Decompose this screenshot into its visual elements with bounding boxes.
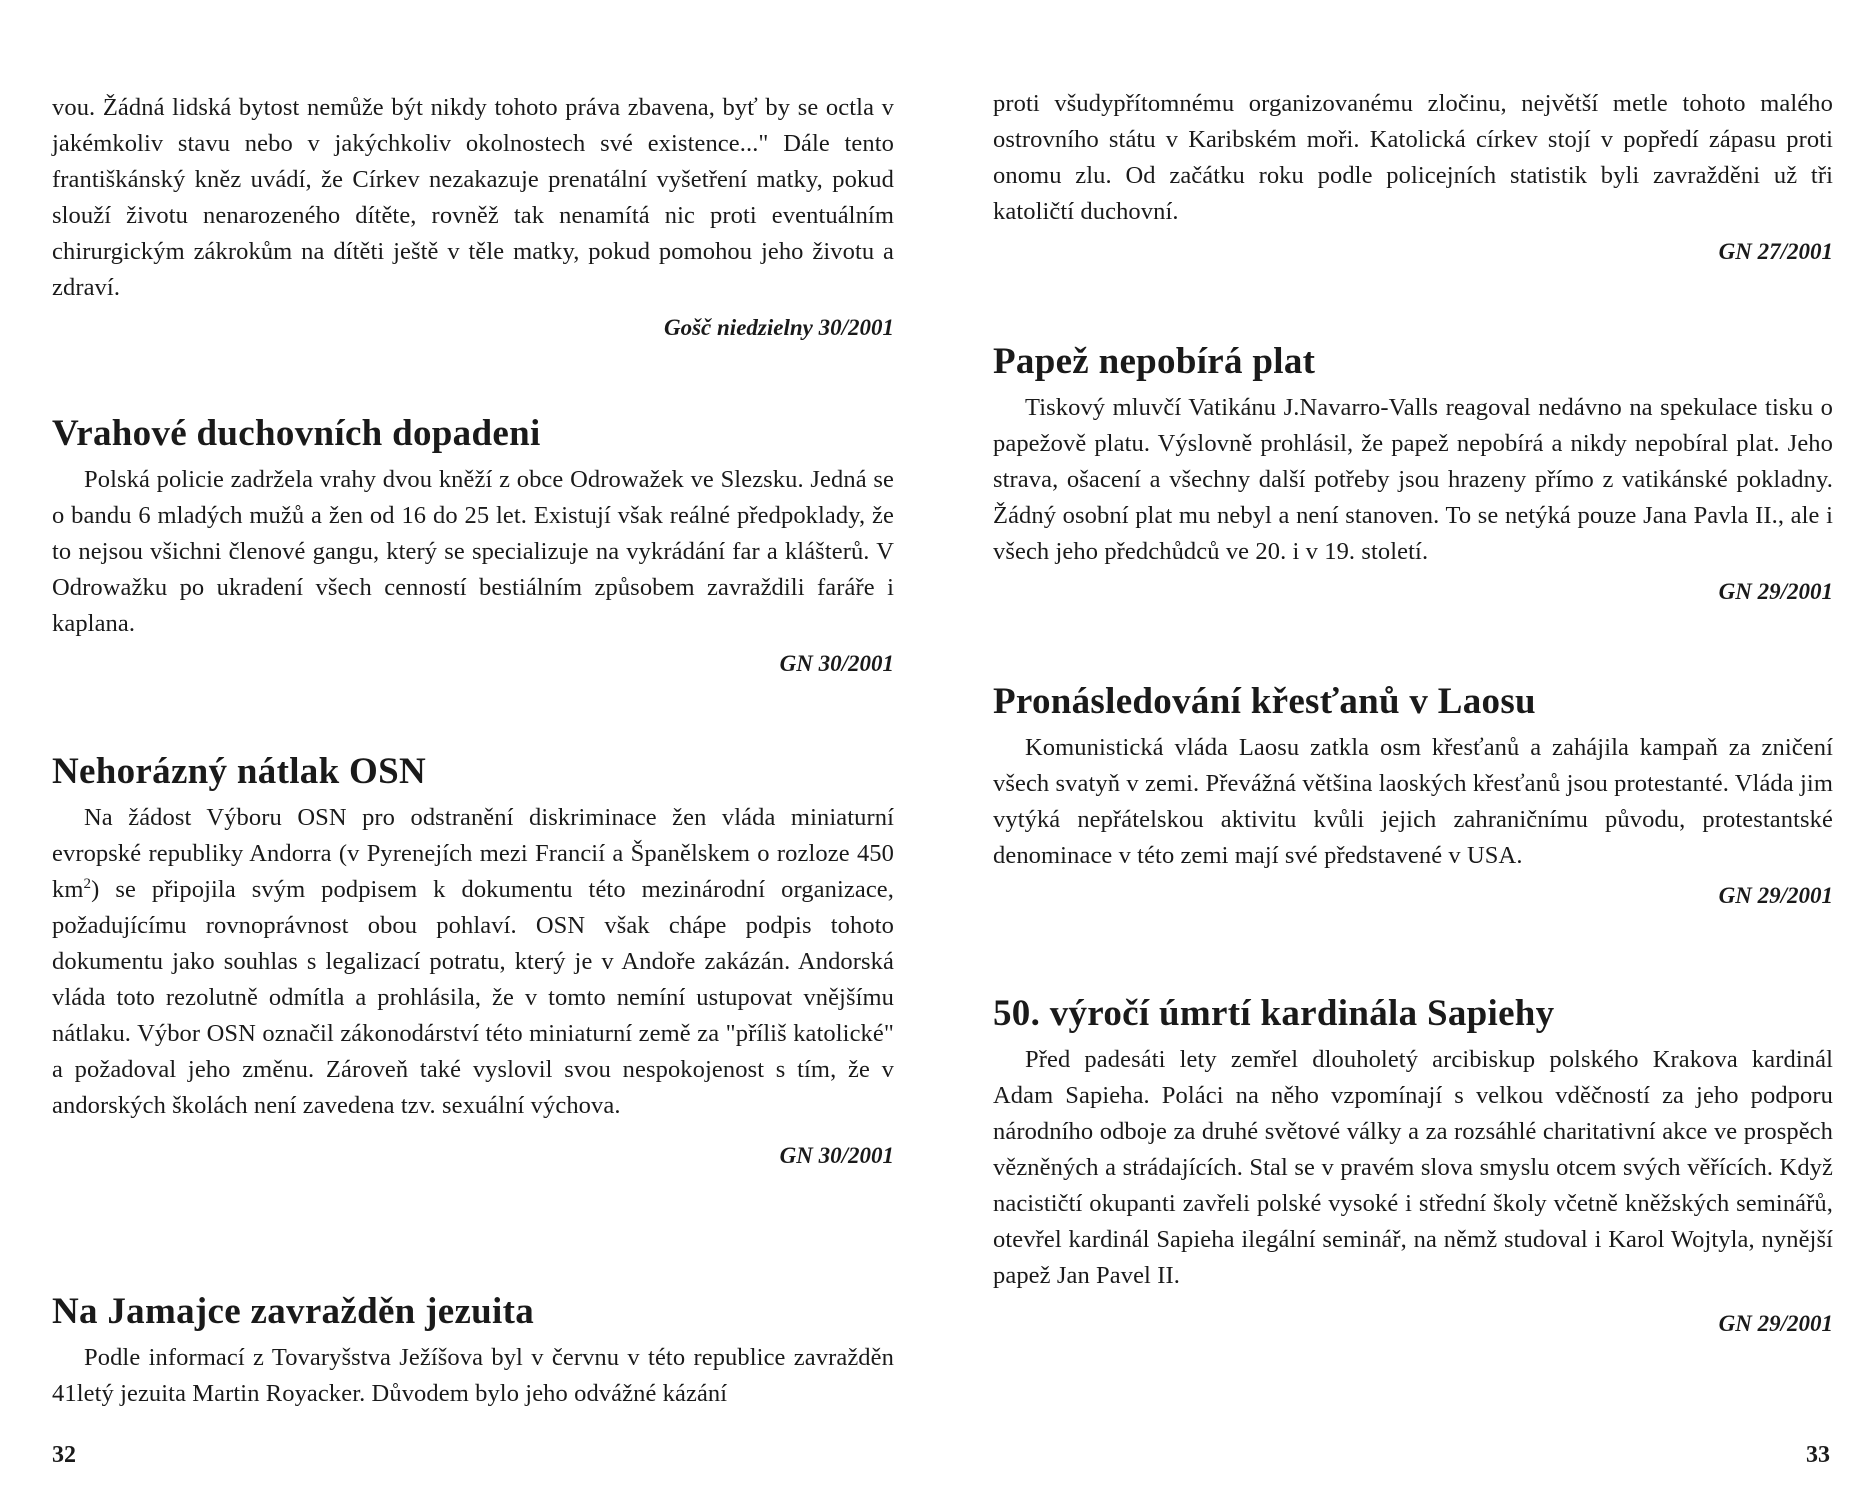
page-number-right: 33 (1806, 1442, 1830, 1468)
left-intro-text: vou. Žádná lidská bytost nemůže být nikdy tohoto práva zbavena, byť by se octla v jakémkoliv stavu nebo v jakýchkoliv okolnostech své existence..." Dále tento františkánský kněz uvádí, že Církev nezakazuje prenatální vyšetření matky, pokud slouží životu nenarozeného dítěte, rovněž tak nenamítá nic proti eventuálním chirurgickým zákrokům na dítěti ještě v těle matky, pokud pomohou jeho životu a zdraví. (52, 94, 894, 301)
right-intro-text: proti všudypřítomnému organizovanému zločinu, největší metle tohoto malého ostrovního státu v Karibském moři. Katolická církev stojí v popředí zápasu proti onomu zlu. Od začátku roku podle policejních statistik byli zavražděni už tři katoličtí duchovní. (993, 90, 1833, 225)
article-title: 50. výročí úmrtí kardinála Sapiehy (993, 993, 1555, 1034)
article-text: Polská policie zadržela vrahy dvou kněží z obce Odrowažek ve Slezsku. Jedná se o bandu 6 mladých mužů a žen od 16 do 25 let. Existují však reálné předpoklady, že to nejsou všichni členové gangu, který se specializuje na vykrádání far a klášterů. V Odrowažku po ukradení všech cenností bestiálním způsobem zavraždili faráře i kaplana. (52, 466, 894, 637)
article-text-part-2: ) se připojila svým podpisem k dokumentu této mezinárodní organizace, požadujícímu rovnoprávnost obou pohlaví. OSN však chápe podpis tohoto dokumentu jako souhlas s legalizací potratu, který je v Andoře zakázán. Andorská vláda toto rezolutně odmítla a prohlásila, že v tomto nemíní ustupovat vnějšímu nátlaku. Výbor OSN označil zákonodárství této miniaturní země za "příliš katolické" a požadoval jeho změnu. Zároveň také vyslovil svou nespokojenost s tím, že v andorských školách není zavedena tzv. sexuální výchova. (52, 876, 894, 1119)
article-source: GN 29/2001 (1718, 883, 1833, 908)
article-title: Pronásledování křesťanů v Laosu (993, 681, 1536, 722)
right-article-2 (993, 680, 1833, 914)
article-title: Nehorázný nátlak OSN (52, 751, 426, 792)
article-source: GN 29/2001 (1718, 579, 1833, 604)
right-article-1 (993, 340, 1833, 610)
article-text: Před padesáti lety zemřel dlouholetý arcibiskup polského Krakova kardinál Adam Sapieha. Poláci na něho vzpomínají s velkou vděčností za jeho podporu národního odboje za druhé světové války a za rozsáhlé charitativní akce ve prospěch vězněných a strádajících. Stal se v pravém slova smyslu otcem svých věřících. Když nacističtí okupanti zavřeli polské vysoké i střední školy včetně kněžských seminářů, otevřel kardinál Sapieha ilegální seminář, na němž studoval i Karol Wojtyla, nynější papež Jan Pavel II. (993, 1046, 1833, 1289)
article-source: GN 30/2001 (779, 651, 894, 676)
article-text (52, 800, 894, 1124)
article-title: Vrahové duchovních dopadeni (52, 413, 541, 454)
page-number-left: 32 (52, 1442, 76, 1468)
right-intro-source: GN 27/2001 (1718, 239, 1833, 264)
left-page (52, 0, 894, 1500)
left-article-3 (52, 1290, 894, 1412)
right-intro (993, 86, 1833, 270)
right-page (993, 0, 1833, 1500)
left-article-1 (52, 412, 894, 682)
article-source: GN 30/2001 (779, 1143, 894, 1168)
article-text-part-1: Na žádost Výboru OSN pro odstranění diskriminace žen vláda miniaturní evropské republiky Andorra (v Pyrenejích mezi Francií a Španělskem o rozloze 450 km (52, 804, 894, 903)
article-title: Na Jamajce zavražděn jezuita (52, 1291, 535, 1332)
right-article-3 (993, 992, 1833, 1342)
superscript: 2 (83, 875, 92, 892)
article-source: GN 29/2001 (1718, 1311, 1833, 1336)
left-article-2 (52, 750, 894, 1174)
article-text: Podle informací z Tovaryšstva Ježíšova byl v červnu v této republice zavražděn 41letý jezuita Martin Royacker. Důvodem bylo jeho odvážné kázání (52, 1344, 894, 1407)
article-text: Komunistická vláda Laosu zatkla osm křesťanů a zahájila kampaň za zničení všech svatyň v zemi. Převážná většina laoských křesťanů jsou protestanté. Vláda jim vytýká nepřátelskou aktivitu kvůli jejich zahraničnímu původu, protestantské denominace v této zemi mají své představené v USA. (993, 734, 1833, 869)
article-title: Papež nepobírá plat (993, 341, 1316, 382)
article-text: Tiskový mluvčí Vatikánu J.Navarro-Valls reagoval nedávno na spekulace tisku o papežově platu. Výslovně prohlásil, že papež nepobírá a nikdy nepobíral plat. Jeho strava, ošacení a všechny další potřeby jsou hrazeny přímo z vatikánské pokladny. Žádný osobní plat mu nebyl a není stanoven. To se netýká pouze Jana Pavla II., ale i všech jeho předchůdců ve 20. i v 19. století. (993, 394, 1833, 565)
left-intro (52, 90, 894, 346)
left-intro-source: Gošč niedzielny 30/2001 (664, 315, 894, 340)
